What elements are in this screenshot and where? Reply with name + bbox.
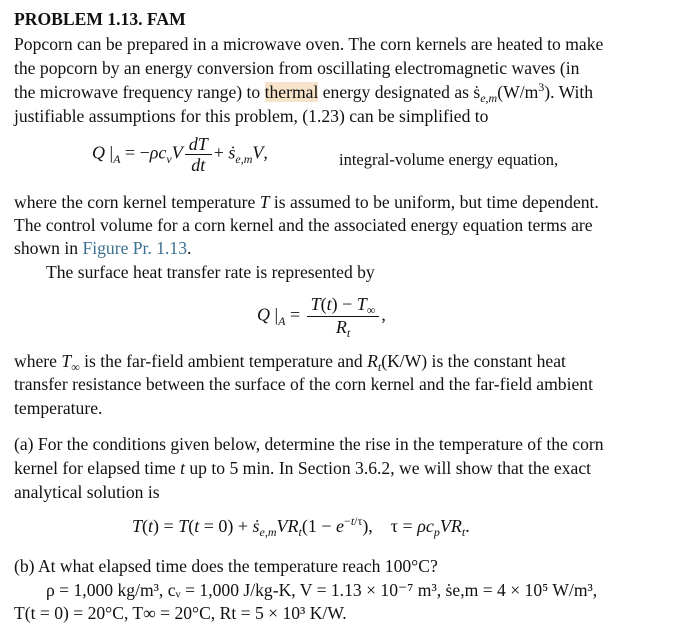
- para4-line3: temperature.: [14, 398, 103, 418]
- problem-title: PROBLEM 1.13. FAM: [14, 9, 186, 29]
- equation1-label: integral-volume energy equation,: [339, 150, 559, 169]
- units-a: (W/m: [497, 82, 539, 102]
- units-exponent: 3: [538, 80, 545, 94]
- para1-line3-post: energy designated as ṡ: [318, 82, 481, 102]
- para2-line2: The control volume for a corn kernel and the associated energy equation terms are: [14, 215, 593, 235]
- para4-line1: where $T_\infty$ is the far-field ambient temperature and $R_t(K/W)$ is the constant heat: [14, 351, 566, 374]
- para2-line1: where the corn kernel temperature T is assumed to be uniform, but time dependent.: [14, 192, 599, 212]
- part-a-line1: (a) For the conditions given below, determine the rise in the temperature of the corn: [14, 434, 604, 454]
- conditions-line1: ρ = 1,000 kg/m³, cᵥ = 1,000 J/kg-K, V = 1.13 × 10⁻⁷ m³, ṡe,m = 4 × 10⁵ W/m³,: [46, 580, 598, 600]
- units-b: ). With: [544, 82, 594, 102]
- equation-surface-heat: Q $|_A$ = $\frac{T(t) - T_\infty}{R_t}$ ,: [257, 294, 386, 340]
- para4-line2: transfer resistance between the surface of the corn kernel and the far-field ambient: [14, 374, 593, 394]
- equation-energy-integral: Q $|_A = -\rho c_vV$ $\frac{dT}{dt}$ + ṡ$_{e,m}$V,: [92, 134, 268, 175]
- conditions-line2: T(t = 0) = 20°C, T∞ = 20°C, Rt = 5 × 10³ K/W.: [14, 603, 347, 623]
- equation-analytical-solution: $T(t) = T(t = 0) + ṡ_{e,m}VR_t(1 - e^{-t/\tau})$, $\tau = \rho c_pVR_t$.: [132, 514, 470, 539]
- thermal-highlight: thermal: [264, 82, 319, 102]
- part-a-line2: kernel for elapsed time t up to 5 min. In Section 3.6.2, we will show that the exact: [14, 458, 592, 478]
- sem-subscript: e,m: [480, 91, 498, 105]
- para1-line3: [14, 81, 593, 105]
- figure-link[interactable]: Figure Pr. 1.13: [82, 238, 188, 258]
- para1-line1: Popcorn can be prepared in a microwave oven. The corn kernels are heated to make: [14, 34, 604, 54]
- para1-line2: the popcorn by an energy conversion from oscillating electromagnetic waves (in: [14, 58, 580, 78]
- part-a-line3: analytical solution is: [14, 482, 160, 502]
- para1-line4: justifiable assumptions for this problem, (1.23) can be simplified to: [14, 106, 489, 126]
- part-b: (b) At what elapsed time does the temperature reach 100°C?: [14, 556, 438, 576]
- para3: The surface heat transfer rate is represented by: [46, 262, 375, 282]
- para2-line3: shown in Figure Pr. 1.13.: [14, 238, 192, 258]
- para1-line3-pre: the microwave frequency range) to: [14, 82, 265, 102]
